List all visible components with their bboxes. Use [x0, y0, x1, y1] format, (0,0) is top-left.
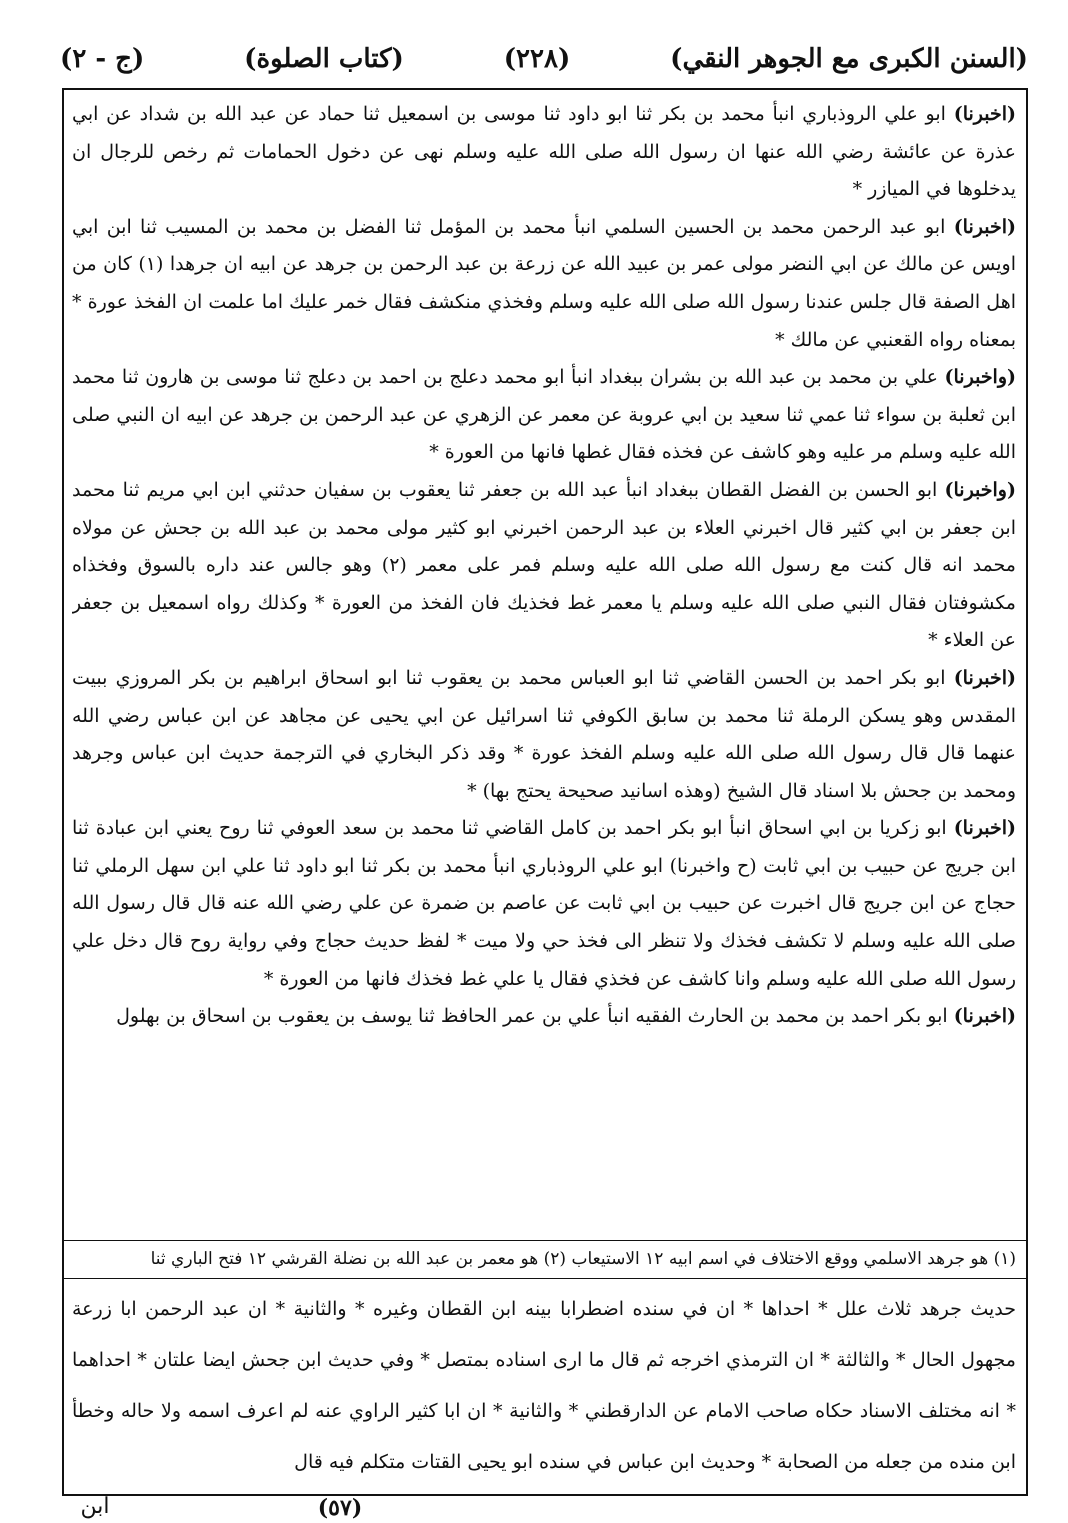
hadith-paragraph [72, 660, 1016, 810]
narration-lead: (اخبرنا) [953, 666, 1016, 689]
paragraph-text: ابو الحسن بن الفضل القطان ببغداد انبأ عبد الله بن جعفر ثنا يعقوب بن سفيان حدثني ابن ابي مريم ثنا محمد ابن جعفر بن ابي كثير قال اخبرني العلاء بن عبد الرحمن اخبرني ابو كثير مولى محمد بن عبد الله بن جحش عن مولاه محمد انه قال كنت مع رسول الله صلى الله عليه وسلم فمر على معمر (٢) وهو جالس عند داره بالسوق وفخذاه مكشوفتان فقال النبي صلى الله عليه وسلم يا معمر غط فخذيك فان الفخذ من العورة * وكذلك رواه اسمعيل بن جعفر عن العلاء * [72, 478, 1016, 652]
paragraph-text: علي بن محمد بن عبد الله بن بشران ببغداد انبأ ابو محمد دعلج بن احمد بن دعلج ثنا موسى بن هارون ثنا محمد ابن ثعلبة بن سواء ثنا عمي ثنا سعيد بن ابي عروبة عن معمر عن الزهري عن عبد الرحمن بن جرهد عن ابيه ان النبي صلى الله عليه وسلم مر عليه وهو كاشف عن فخذه فقال غطها فانها من العورة * [72, 366, 1016, 464]
narration-lead: (واخبرنا) [944, 366, 1016, 389]
hadith-paragraph [72, 472, 1016, 660]
hadith-paragraph [72, 998, 1016, 1036]
chapter-title: (كتاب الصلوة) [244, 44, 404, 74]
paragraph-text: ابو عبد الرحمن محمد بن الحسين السلمي انبأ محمد بن المؤمل ثنا الفضل بن محمد بن المسيب ثنا ابن ابي اويس عن مالك عن ابي النضر مولى عمر بن عبيد الله عن زرعة بن عبد الرحمن بن جرهد عن ابيه ان جرهدا (١) كان من اهل الصفة قال جلس عندنا رسول الله صلى الله عليه وسلم وفخذي منكشف فقال خمر عليك اما علمت ان الفخذ عورة * بمعناه رواه القعنبي عن مالك * [72, 215, 1016, 351]
hadith-paragraph [72, 810, 1016, 998]
paragraph-text: ابو زكريا بن ابي اسحاق انبأ ابو بكر احمد بن كامل القاضي ثنا محمد بن سعد العوفي ثنا روح يعني ابن عبادة ثنا ابن جريج عن حبيب بن ابي ثابت (ح واخبرنا) ابو علي الروذباري انبأ محمد بن بكر ثنا ابو داود ثنا علي ابن سهل الرملي ثنا حجاج عن ابن جريج قال اخبرت عن حبيب بن ابي ثابت عن عاصم بن ضمرة عن علي رضي الله عنه قال قال رسول الله صلى الله عليه وسلم لا تكشف فخذك ولا تنظر الى فخذ حي ولا ميت * لفظ حديث حجاج وفي رواية روح قال دخل علي رسول الله صلى الله عليه وسلم وانا كاشف عن فخذي فقال يا علي غط فخذك فانها من العورة * [72, 817, 1016, 990]
catchword: ابن [80, 1494, 110, 1519]
paragraph-text: ابو علي الروذباري انبأ محمد بن بكر ثنا ابو داود ثنا موسى بن اسمعيل ثنا حماد عن عبد الله بن شداد عن ابي عذرة عن عائشة رضي الله عنها ان رسول الله صلى الله عليه وسلم نهى عن دخول الحمامات ثم رخص للرجال ان يدخلوها في الميازر * [72, 103, 1016, 201]
page-header [60, 30, 1028, 88]
narration-lead: (اخبرنا) [953, 1005, 1016, 1028]
hadith-paragraph [72, 359, 1016, 472]
footer-page-number: (٥٧) [317, 1495, 363, 1521]
hadith-paragraph [72, 96, 1016, 209]
hadith-paragraph [72, 209, 1016, 359]
narration-lead: (واخبرنا) [944, 478, 1016, 501]
footnote: (١) هو جرهد الاسلمي ووقع الاختلاف في اسم ابيه ١٢ الاستيعاب (٢) هو معمر بن عبد الله بن نضلة القرشي ١٢ فتح الباري ثنا [150, 1249, 1016, 1269]
main-text [72, 96, 1016, 1236]
commentary: حديث جرهد ثلاث علل * احداها * ان في سنده اضطرابا بينه ابن القطان وغيره * والثانية * ان عبد الرحمن ابا زرعة مجهول الحال * والثالثة * ان الترمذي اخرجه ثم قال ما ارى اسناده بمتصل * وفي حديث ابن جحش ايضا علتان * احداهما * انه مختلف الاسناد حكاه صاحب الامام عن الدارقطني * والثانية * ان ابا كثير الراوي عنه لم اعرف اسمه ولا حاله وخطأ ابن منده من جعله من الصحابة * وحديث ابن عباس في سنده ابو يحيى القتات متكلم فيه قال [72, 1298, 1016, 1473]
header-page-number: (٢٢٨) [503, 44, 571, 74]
footnote-divider [64, 1240, 1026, 1241]
narration-lead: (اخبرنا) [953, 103, 1016, 125]
narration-lead: (اخبرنا) [953, 817, 1016, 840]
paragraph-text: ابو بكر احمد بن الحسن القاضي ثنا ابو العباس محمد بن يعقوب ثنا ابو اسحاق ابراهيم بن بكر المروزي ببيت المقدس وهو يسكن الرملة ثنا محمد بن سابق الكوفي ثنا اسرائيل عن ابي يحيى عن مجاهد عن ابن عباس رضي الله عنهما قال قال رسول الله صلى الله عليه وسلم الفخذ عورة * وقد ذكر البخاري في الترجمة حديث ابن عباس وجرهد ومحمد بن جحش بلا اسناد قال الشيخ (وهذه اسانيد صحيحة يحتج بها) * [72, 666, 1016, 802]
narration-lead: (اخبرنا) [953, 215, 1016, 238]
paragraph-text: ابو بكر احمد بن محمد بن الحارث الفقيه انبأ علي بن عمر الحافظ ثنا يوسف بن يعقوب بن اسحاق بن بهلول [116, 1005, 948, 1028]
commentary-divider [64, 1278, 1026, 1279]
volume-label: (ج - ٢) [60, 44, 145, 74]
text-frame [62, 88, 1028, 1496]
book-title: (السنن الكبرى مع الجوهر النقي) [670, 44, 1028, 74]
